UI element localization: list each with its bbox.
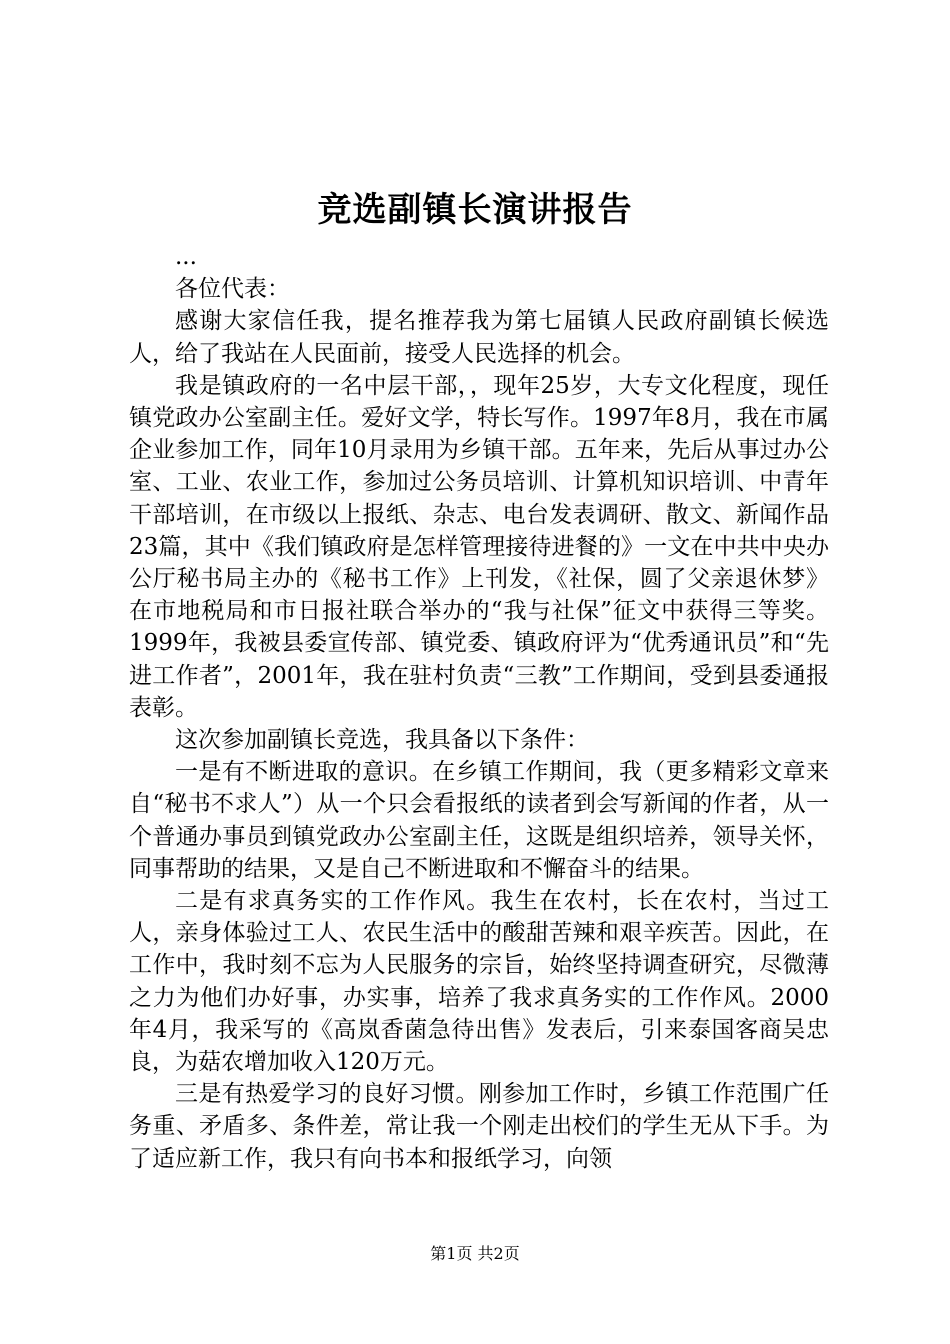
paragraph-ellipsis: ... bbox=[175, 244, 197, 270]
page-footer: 第1页 共2页 bbox=[430, 1244, 520, 1263]
paragraph-introduction: 我是镇政府的一名中层干部，，现年25岁，大专文化程度，现任镇党政办公室副主任。爱好文学，特长写作。1997年8月，我在市属企业参加工作，同年10月录用为乡镇干部。五年来，先后从事过办公室、工业、农业工作，参加过公务员培训、计算机知识培训、中青年干部培训，在市级以上报纸、杂志、电台发表调研、散文、新闻作品23篇，其中《我们镇政府是怎样管理接待进餐的》一文在中共中央办公厅秘书局主办的《秘书工作》上刊发，《社保，圆了父亲退休梦》在市地税局和市日报社联合举办的“我与社保”征文中获得三等奖。1999年，我被县委宣传部、镇党委、镇政府评为“优秀通讯员”和“先进工作者”，2001年，我在驻村负责“三教”工作期间，受到县委通报表彰。 bbox=[129, 372, 829, 721]
paragraph-condition-three: 三是有热爱学习的良好习惯。刚参加工作时，乡镇工作范围广任务重、矛盾多、条件差，常让我一个刚走出校们的学生无从下手。为了适应新工作，我只有向书本和报纸学习，向领 bbox=[129, 1081, 829, 1172]
document-title: 竞选副镇长演讲报告 bbox=[317, 190, 633, 230]
paragraph-condition-one: 一是有不断进取的意识。在乡镇工作期间，我（更多精彩文章来自“秘书不求人”）从一个只会看报纸的读者到会写新闻的作者，从一个普通办事员到镇党政办公室副主任，这既是组织培养，领导关怀，同事帮助的结果，又是自己不断进取和不懈奋斗的结果。 bbox=[129, 759, 829, 882]
paragraph-condition-two: 二是有求真务实的工作作风。我生在农村，长在农村，当过工人，亲身体验过工人、农民生活中的酸甜苦辣和艰辛疾苦。因此，在工作中，我时刻不忘为人民服务的宗旨，始终坚持调查研究，尽微薄之力为他们办好事，办实事，培养了我求真务实的工作作风。2000年4月，我采写的《高岚香菌急待出售》发表后，引来泰国客商吴忠良，为菇农增加收入120万元。 bbox=[129, 888, 829, 1076]
paragraph-thanks: 感谢大家信任我，提名推荐我为第七届镇人民政府副镇长候选人，给了我站在人民面前，接受人民选择的机会。 bbox=[129, 308, 829, 367]
document-body bbox=[129, 241, 829, 1175]
paragraph-conditions-intro: 这次参加副镇长竞选，我具备以下条件： bbox=[175, 727, 589, 754]
paragraph-salutation: 各位代表： bbox=[175, 276, 290, 303]
